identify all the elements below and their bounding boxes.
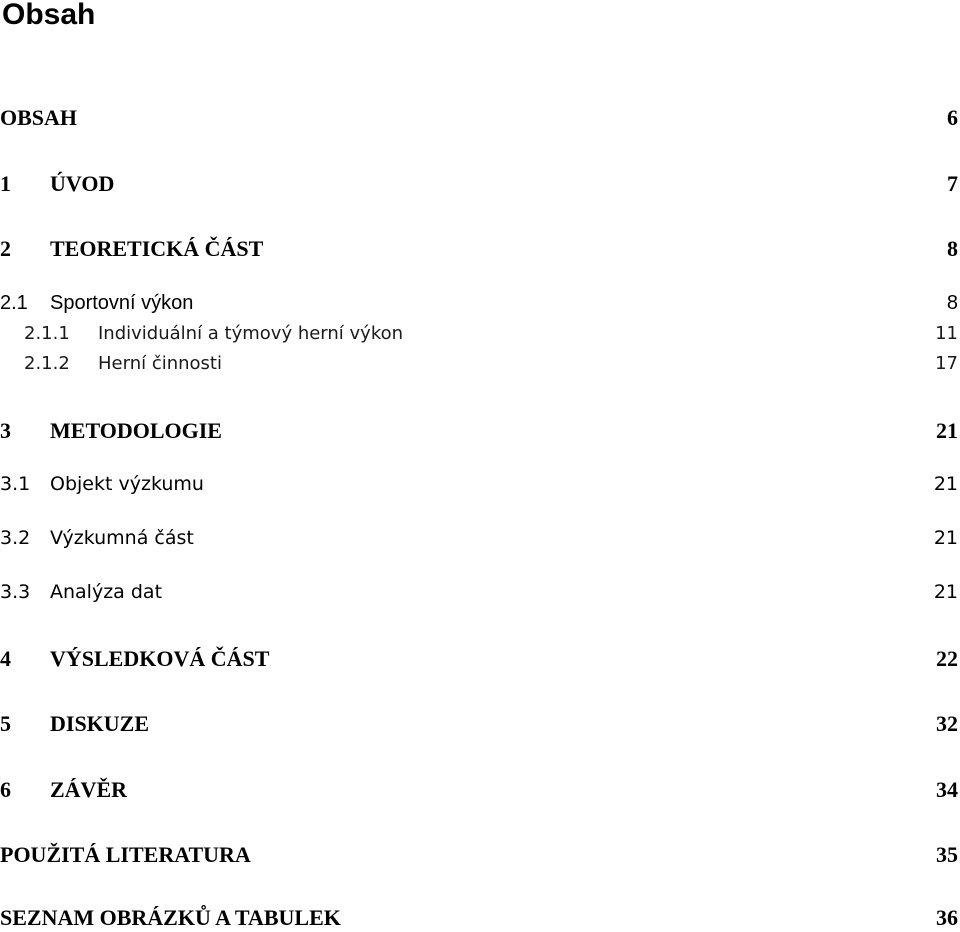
toc-entry-number: 3.2 [0, 527, 31, 549]
toc-entry-objekt-vyzkumu[interactable] [0, 470, 960, 498]
toc-entry-individualni-vykon[interactable] [0, 320, 960, 348]
toc-entry-title: POUŽITÁ LITERATURA [0, 842, 251, 867]
toc-page-number: 36 [936, 905, 958, 930]
toc-entry-title: Analýza dat [50, 581, 163, 603]
toc-entry-title: Výzkumná část [50, 527, 194, 549]
toc-entry-title: METODOLOGIE [50, 418, 222, 443]
toc-entry-title: Sportovní výkon [50, 292, 194, 314]
toc-entry-number: 3.3 [0, 581, 31, 603]
toc-entry-number: 5 [0, 711, 11, 736]
toc-page-number: 8 [946, 292, 958, 314]
toc-page-number: 17 [935, 353, 958, 374]
toc-entry-number: 6 [0, 777, 11, 802]
toc-entry-number: 1 [0, 171, 11, 196]
toc-entry-analyza-dat[interactable] [0, 578, 960, 606]
toc-entry-title: Herní činnosti [98, 353, 222, 374]
page-title: Obsah [2, 0, 96, 31]
toc-entry-vysledkova-cast[interactable] [0, 645, 960, 673]
toc-entry-metodologie[interactable] [0, 417, 960, 445]
toc-entry-sportovni-vykon[interactable] [0, 289, 960, 317]
toc-entry-teoreticka-cast[interactable] [0, 235, 960, 263]
toc-entry-number: 2.1.2 [24, 353, 70, 374]
toc-page-number: 21 [936, 418, 958, 443]
toc-entry-title: DISKUZE [50, 711, 150, 736]
toc-entry-number: 4 [0, 646, 11, 671]
toc-entry-title: TEORETICKÁ ČÁST [50, 236, 264, 261]
toc-entry-obsah[interactable] [0, 104, 960, 132]
toc-page-number: 35 [936, 842, 958, 867]
toc-entry-number: 2 [0, 236, 11, 261]
toc-entry-title: OBSAH [0, 105, 78, 130]
toc-page-number: 11 [935, 323, 958, 344]
toc-entry-title: VÝSLEDKOVÁ ČÁST [50, 646, 270, 671]
toc-entry-pouzita-literatura[interactable] [0, 841, 960, 869]
toc-page-number: 21 [933, 581, 958, 603]
toc-entry-diskuze[interactable] [0, 710, 960, 738]
toc-entry-number: 2.1.1 [24, 323, 70, 344]
toc-entry-title: Individuální a týmový herní výkon [98, 323, 404, 344]
toc-entry-title: ÚVOD [50, 171, 115, 196]
toc-entry-number: 2.1 [0, 292, 28, 314]
toc-entry-vyzkumna-cast[interactable] [0, 524, 960, 552]
toc-entry-title: Objekt výzkumu [50, 473, 204, 495]
toc-entry-herni-cinnosti[interactable] [0, 350, 960, 378]
toc-page-number: 8 [947, 236, 958, 261]
toc-entry-number: 3.1 [0, 473, 31, 495]
toc-entry-number: 3 [0, 418, 11, 443]
toc-page-number: 21 [933, 473, 958, 495]
toc-entry-uvod[interactable] [0, 170, 960, 198]
toc-page-number: 34 [936, 777, 958, 802]
toc-page-number: 32 [936, 711, 958, 736]
toc-entry-title: ZÁVĚR [50, 777, 128, 802]
toc-page-number: 7 [947, 171, 958, 196]
toc-entry-zaver[interactable] [0, 776, 960, 804]
toc-page-number: 21 [933, 527, 958, 549]
toc-entry-title: SEZNAM OBRÁZKŮ A TABULEK [0, 905, 341, 930]
toc-page-number: 22 [936, 646, 958, 671]
toc-page-number: 6 [947, 105, 958, 130]
toc-entry-seznam-obrazku[interactable] [0, 904, 960, 932]
